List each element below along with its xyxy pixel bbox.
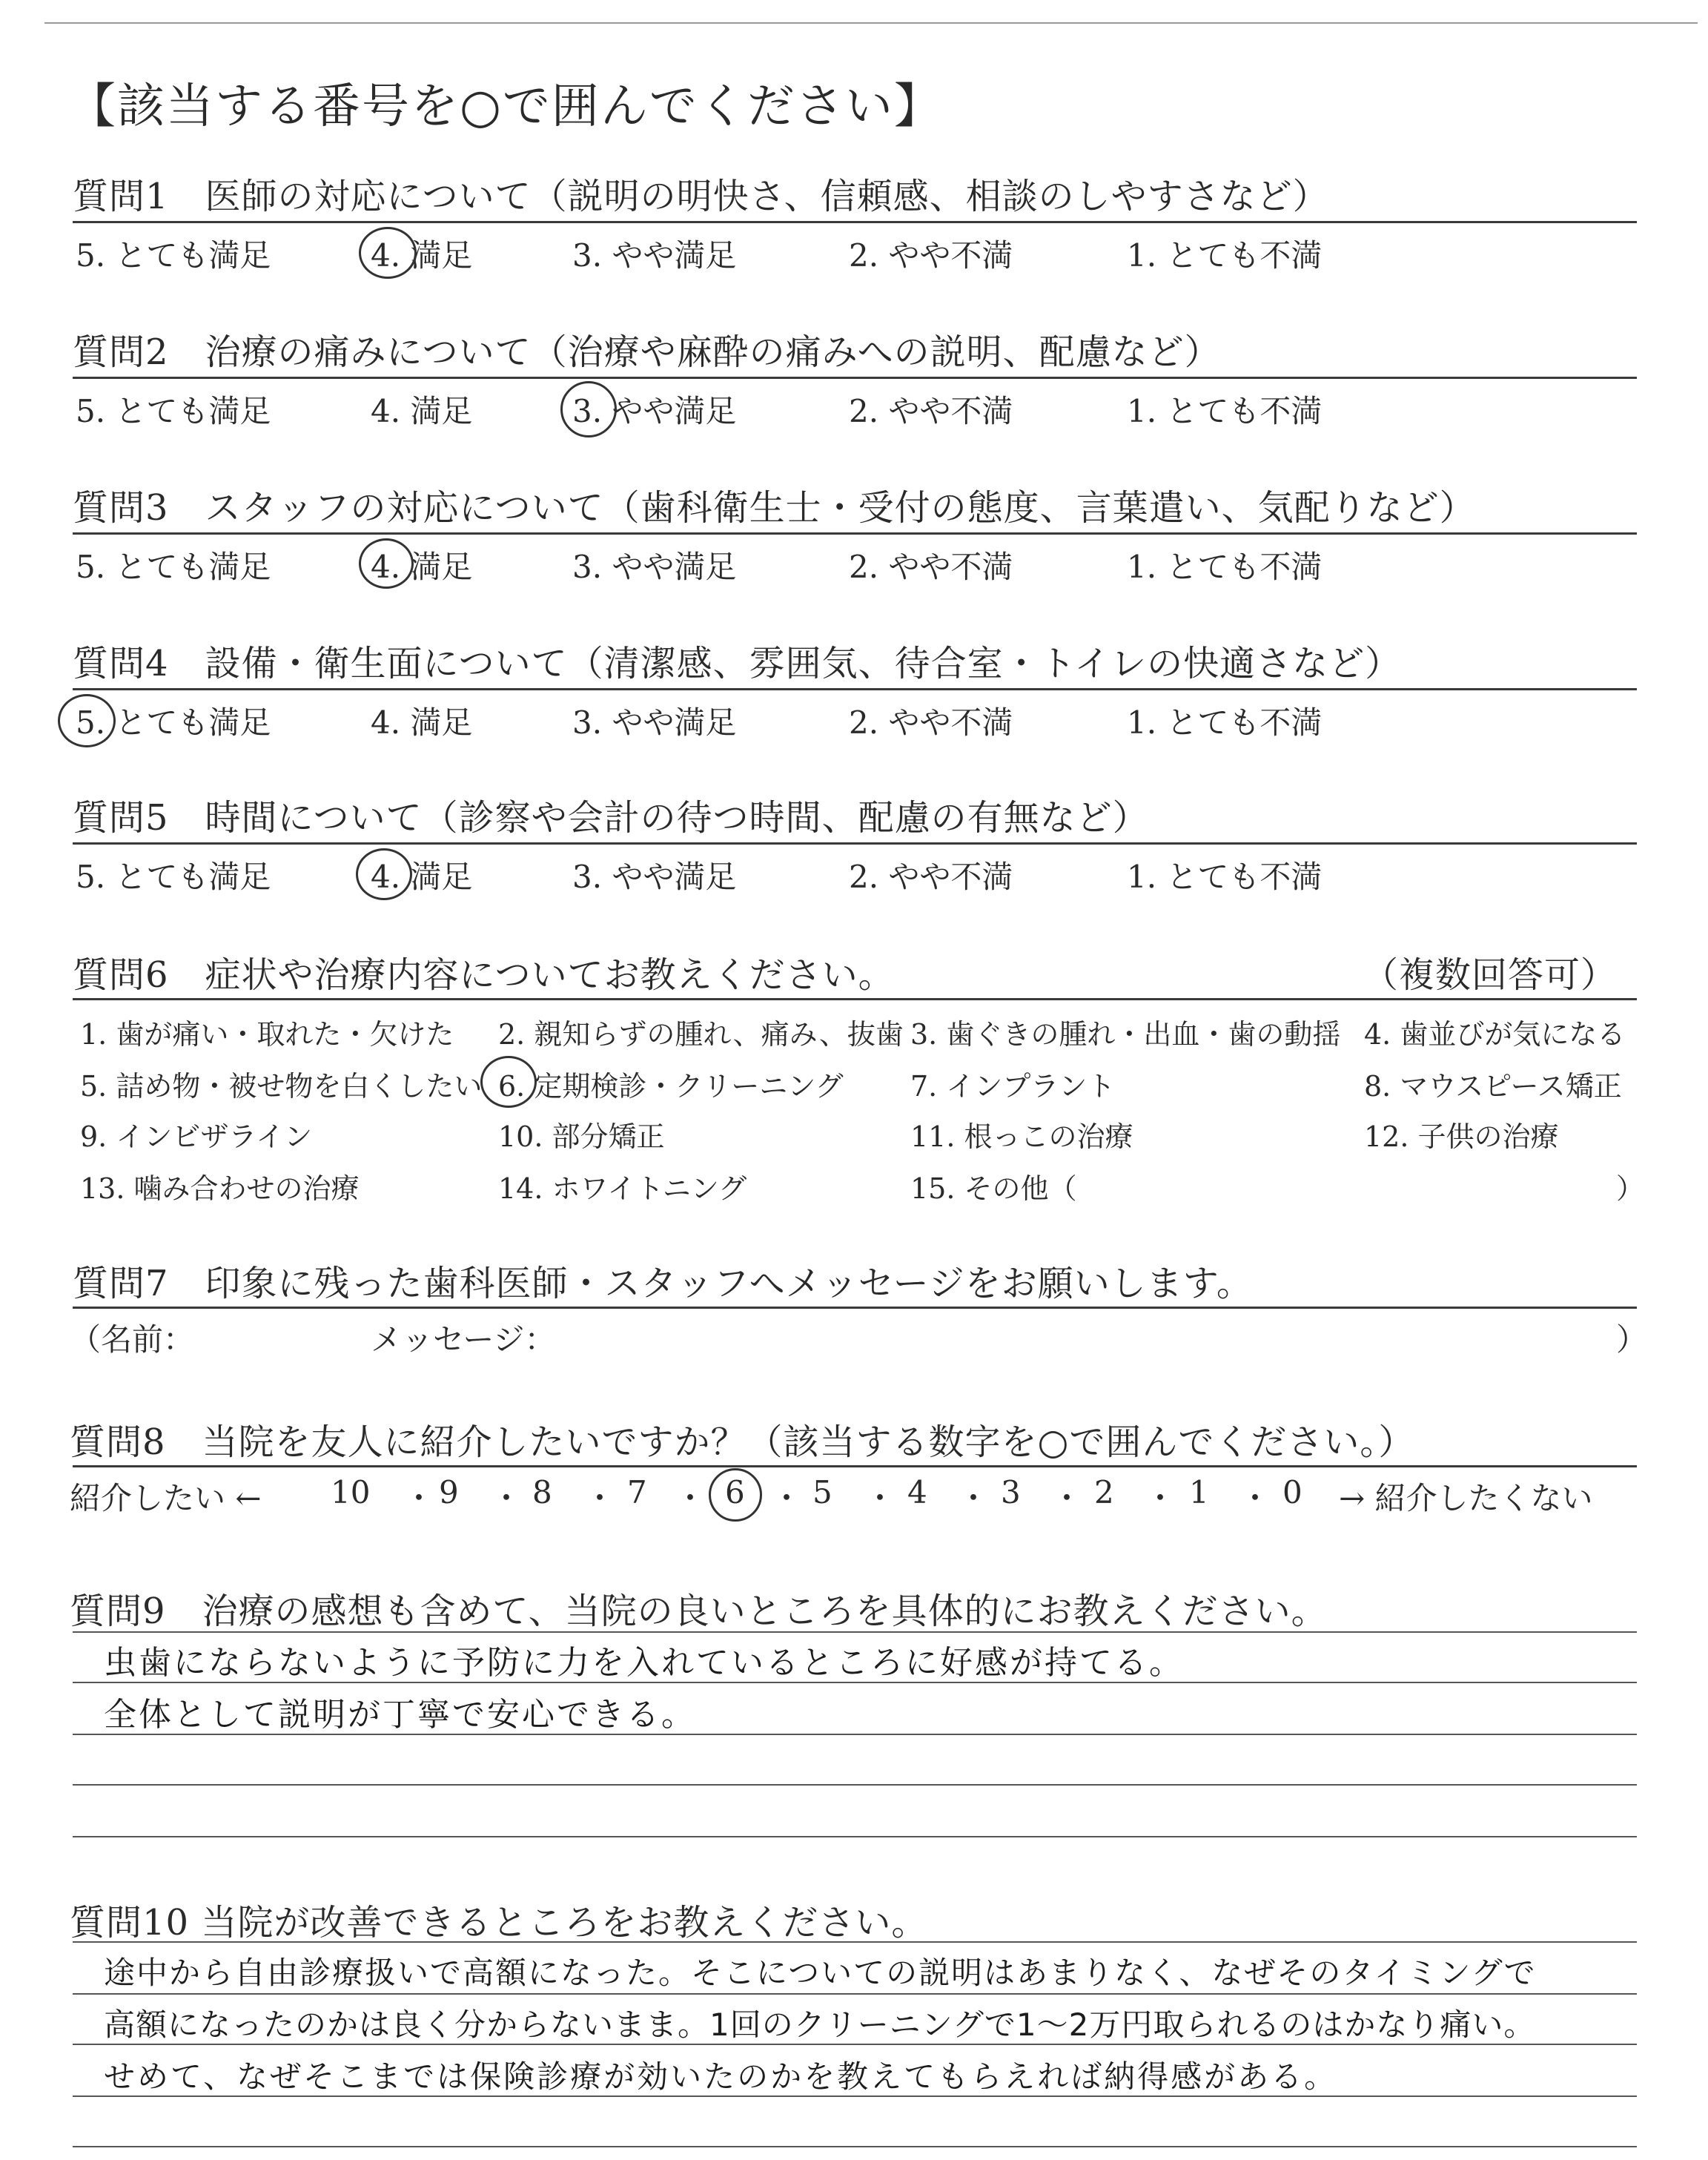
q6-item-8[interactable]: 8. マウスピース矯正	[1364, 1070, 1622, 1103]
q6-item-9[interactable]: 9. インビザライン	[80, 1120, 313, 1153]
q6-item-11[interactable]: 11. 根っこの治療	[910, 1120, 1133, 1153]
q8-left-label: 紹介したい ←	[70, 1480, 262, 1516]
q4-option-5[interactable]: 5. とても満足	[76, 704, 271, 741]
q3-option-5[interactable]: 5. とても満足	[76, 549, 271, 585]
question-2-rule	[73, 377, 1637, 379]
q3-option-2[interactable]: 2. やや不満	[849, 549, 1013, 585]
q2-selection-circle	[560, 381, 617, 437]
q1-selection-circle	[359, 227, 417, 279]
q6-item-10[interactable]: 10. 部分矯正	[498, 1120, 665, 1153]
q1-option-3[interactable]: 3. やや満足	[572, 237, 737, 274]
q1-option-2[interactable]: 2. やや不満	[849, 237, 1013, 274]
q4-option-3[interactable]: 3. やや満足	[572, 704, 737, 741]
q1-option-4[interactable]: 4. 満足	[371, 237, 473, 274]
q9-answer-2: 全体として説明が丁寧で安心できる。	[104, 1696, 696, 1734]
q8-scale-2[interactable]: 2	[1094, 1474, 1114, 1510]
q6-item-12[interactable]: 12. 子供の治療	[1364, 1120, 1559, 1153]
q10-answer-1: 途中から自由診療扱いで高額になった。そこについての説明はあまりなく、なぜそのタイミングで	[104, 1955, 1537, 1991]
question-3-rule	[73, 532, 1637, 535]
q8-dot: ・	[771, 1480, 803, 1516]
question-7-rule	[73, 1307, 1637, 1309]
q7-name-label: （名前：	[70, 1321, 195, 1358]
q5-option-3[interactable]: 3. やや満足	[572, 859, 737, 895]
q3-option-4[interactable]: 4. 満足	[371, 549, 473, 585]
question-5-title: 質問5 時間について（診察や会計の待つ時間、配慮の有無など）	[73, 797, 1149, 839]
q7-close-paren: ）	[1616, 1321, 1648, 1358]
q2-option-3[interactable]: 3. やや満足	[572, 393, 737, 429]
question-8-rule	[73, 1465, 1637, 1467]
q2-option-2[interactable]: 2. やや不満	[849, 393, 1013, 429]
q4-option-4[interactable]: 4. 満足	[371, 704, 473, 741]
question-6-title: 質問6 症状や治療内容についてお教えください。	[73, 954, 895, 996]
q3-selection-circle	[359, 538, 414, 589]
q8-dot: ・	[1145, 1480, 1176, 1516]
q6-item-2[interactable]: 2. 親知らずの腫れ、痛み、抜歯	[498, 1018, 904, 1051]
q4-selection-circle	[58, 694, 116, 747]
q8-scale-7[interactable]: 7	[627, 1474, 647, 1510]
question-7-title: 質問7 印象に残った歯科医師・スタッフへメッセージをお願いします。	[73, 1263, 1253, 1304]
q8-dot: ・	[491, 1480, 523, 1516]
q7-message-label: メッセージ：	[371, 1321, 556, 1358]
q6-item-7[interactable]: 7. インプラント	[910, 1070, 1116, 1103]
q8-scale-5[interactable]: 5	[812, 1474, 833, 1510]
q4-option-1[interactable]: 1. とても不満	[1127, 704, 1323, 741]
q10-line-1	[73, 1941, 1637, 1943]
question-2-title: 質問2 治療の痛みについて（治療や麻酔の痛みへの説明、配慮など）	[73, 331, 1221, 373]
q8-scale-8[interactable]: 8	[532, 1474, 552, 1510]
q8-scale-10[interactable]: 10	[331, 1474, 371, 1510]
q6-item-6[interactable]: 6. 定期検診・クリーニング	[498, 1070, 844, 1103]
q8-scale-4[interactable]: 4	[907, 1474, 927, 1510]
question-4-rule	[73, 688, 1637, 690]
q5-option-1[interactable]: 1. とても不満	[1127, 859, 1323, 895]
q10-answer-3: せめて、なぜそこまでは保険診療が効いたのかを教えてもらえれば納得感がある。	[104, 2058, 1338, 2095]
q8-scale-6[interactable]: 6	[725, 1474, 745, 1510]
q1-option-5[interactable]: 5. とても満足	[76, 237, 271, 274]
q8-dot: ・	[958, 1480, 990, 1516]
q10-line-5	[73, 2146, 1637, 2147]
q8-dot: ・	[1239, 1480, 1271, 1516]
q8-scale-1[interactable]: 1	[1189, 1474, 1209, 1510]
q9-line-1	[73, 1631, 1637, 1633]
q8-dot: ・	[1051, 1480, 1083, 1516]
q6-item-4[interactable]: 4. 歯並びが気になる	[1364, 1018, 1626, 1051]
q6-item-13[interactable]: 13. 噛み合わせの治療	[80, 1172, 360, 1205]
q8-dot: ・	[675, 1480, 706, 1516]
q3-option-3[interactable]: 3. やや満足	[572, 549, 737, 585]
q8-dot: ・	[403, 1480, 435, 1516]
q1-option-1[interactable]: 1. とても不満	[1127, 237, 1323, 274]
q6-item-5[interactable]: 5. 詰め物・被せ物を白くしたい	[80, 1070, 483, 1103]
q9-answer-1: 虫歯にならないように予防に力を入れているところに好感が持てる。	[104, 1644, 1184, 1682]
q5-selection-circle	[356, 848, 412, 900]
q8-scale-0[interactable]: 0	[1282, 1474, 1302, 1510]
q10-line-2	[73, 1993, 1637, 1995]
q4-option-2[interactable]: 2. やや不満	[849, 704, 1013, 741]
q10-answer-2: 高額になったのかは良く分からないまま。1回のクリーニングで1〜2万円取られるのはかなり痛い。	[104, 2007, 1536, 2043]
q2-option-5[interactable]: 5. とても満足	[76, 393, 271, 429]
q6-selection-circle	[480, 1056, 537, 1108]
q6-item-1[interactable]: 1. 歯が痛い・取れた・欠けた	[80, 1018, 454, 1051]
q6-item-3[interactable]: 3. 歯ぐきの腫れ・出血・歯の動揺	[910, 1018, 1341, 1051]
question-5-rule	[73, 842, 1637, 845]
q5-option-4[interactable]: 4. 満足	[371, 859, 473, 895]
q8-scale-3[interactable]: 3	[1001, 1474, 1021, 1510]
q9-line-4	[73, 1784, 1637, 1786]
question-9-title: 質問9 治療の感想も含めて、当院の良いところを具体的にお教えください。	[70, 1591, 1328, 1632]
q6-item-15-close: ）	[1616, 1172, 1645, 1205]
q6-item-14[interactable]: 14. ホワイトニング	[498, 1172, 747, 1205]
page-top-edge	[44, 22, 1698, 24]
q8-dot: ・	[864, 1480, 896, 1516]
question-1-rule	[73, 221, 1637, 223]
question-4-title: 質問4 設備・衛生面について（清潔感、雰囲気、待合室・トイレの快適さなど）	[73, 643, 1402, 684]
question-10-title: 質問10 当院が改善できるところをお教えください。	[70, 1902, 928, 1943]
q8-scale-9[interactable]: 9	[439, 1474, 459, 1510]
q5-option-2[interactable]: 2. やや不満	[849, 859, 1013, 895]
q8-right-label: → 紹介したくない	[1339, 1480, 1593, 1516]
q2-option-4[interactable]: 4. 満足	[371, 393, 473, 429]
q3-option-1[interactable]: 1. とても不満	[1127, 549, 1323, 585]
q8-dot: ・	[584, 1480, 616, 1516]
q5-option-5[interactable]: 5. とても満足	[76, 859, 271, 895]
question-8-title: 質問8 当院を友人に紹介したいですか？（該当する数字を○で囲んでください。）	[70, 1421, 1415, 1463]
q6-item-15[interactable]: 15. その他（	[910, 1172, 1077, 1205]
question-6-rule	[73, 998, 1637, 1000]
q8-selection-circle	[709, 1468, 762, 1522]
page-header: 【該当する番号を○で囲んでください】	[68, 79, 943, 134]
q2-option-1[interactable]: 1. とても不満	[1127, 393, 1323, 429]
question-6-note: （複数回答可）	[1363, 954, 1618, 996]
question-3-title: 質問3 スタッフの対応について（歯科衛生士・受付の態度、言葉遣い、気配りなど）	[73, 487, 1476, 529]
q9-line-5	[73, 1836, 1637, 1837]
question-1-title: 質問1 医師の対応について（説明の明快さ、信頼感、相談のしやすさなど）	[73, 176, 1329, 217]
